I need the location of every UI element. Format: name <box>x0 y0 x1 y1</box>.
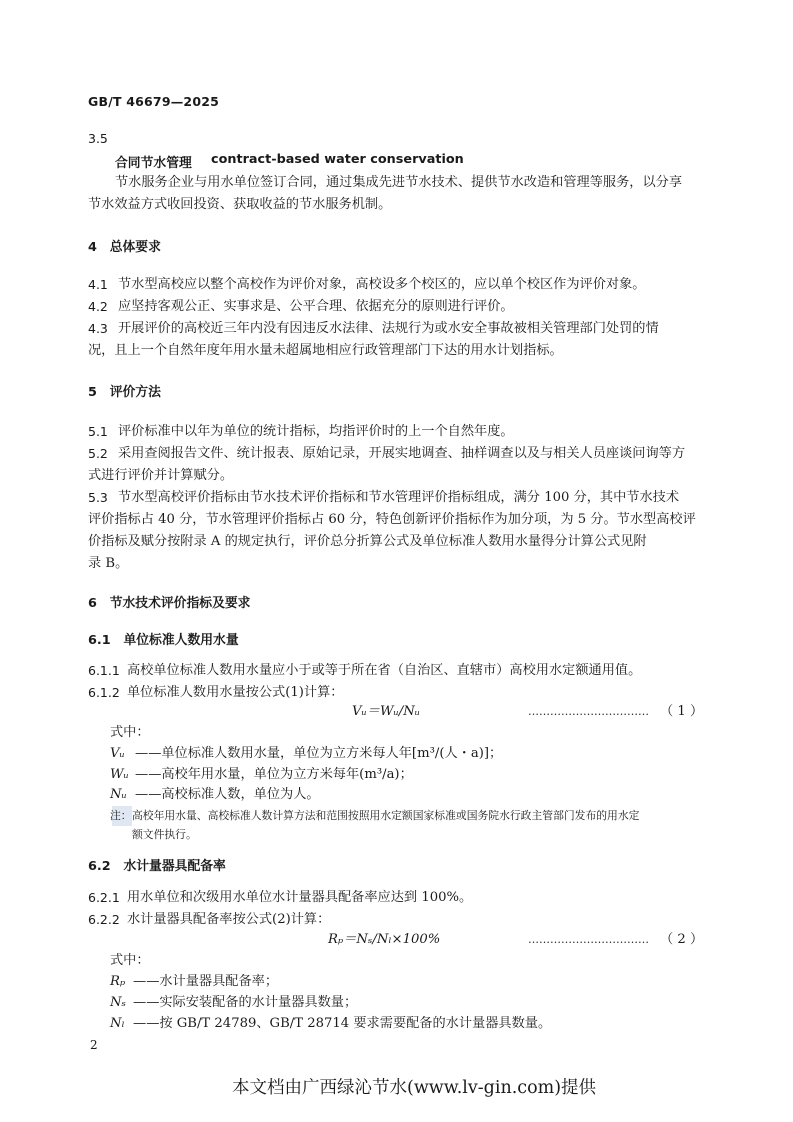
formula-2-number: （ 2 ） <box>660 932 704 947</box>
formula-1: Vᵤ＝Wᵤ/Nᵤ <box>352 704 421 719</box>
clause-text-4-3-line-2: 况，且上一个自然年度年用水量未超属地相应行政管理部门下达的用水计划指标。 <box>88 343 563 358</box>
symbol-nl: Nₗ <box>110 1016 125 1031</box>
term-en: contract-based water conservation <box>211 152 464 167</box>
section-heading-6: 6 节水技术评价指标及要求 <box>88 596 251 611</box>
clause-number-4-3: 4.3 <box>88 321 108 336</box>
clause-number-5-2: 5.2 <box>88 446 108 461</box>
where-label-1: 式中： <box>110 725 150 740</box>
symbol-wu-definition: ——高校年用水量，单位为立方米每年(m³/a)； <box>135 767 413 782</box>
clause-text-5-3-line-2: 评价指标占 40 分，节水管理评价指标占 60 分，特色创新评价指标作为加分项，为 5 分。节水型高校评 <box>88 512 696 527</box>
clause-text-5-3-line-3: 价指标及赋分按附录 A 的规定执行，评价总分折算公式及单位标准人数用水量得分计算公式见附 <box>88 534 647 549</box>
definition-line-2: 节水效益方式收回投资、获取收益的节水服务机制。 <box>88 197 392 212</box>
clause-number-4-2: 4.2 <box>88 299 108 314</box>
clause-number-4-1: 4.1 <box>88 277 108 292</box>
symbol-ns-definition: ——实际安装配备的水计量器具数量； <box>133 995 358 1010</box>
symbol-vu-definition: ——单位标准人数用水量，单位为立方米每人年[m³/(人・a)]； <box>135 746 503 761</box>
section-heading-5: 5 评价方法 <box>88 385 161 400</box>
note-line-2: 额文件执行。 <box>132 828 197 841</box>
clause-text-6-2-1: 用水单位和次级用水单位水计量器具配备率应达到 100%。 <box>127 890 473 905</box>
clause-text-5-1: 评价标准中以年为单位的统计指标，均指评价时的上一个自然年度。 <box>118 424 514 439</box>
symbol-vu: Vᵤ <box>110 746 125 761</box>
symbol-nu-definition: ——高校标准人数，单位为人。 <box>135 787 320 802</box>
term-cn: 合同节水管理 <box>115 156 192 171</box>
standard-code-header: GB/T 46679—2025 <box>88 94 220 109</box>
formula-2: Rₚ＝Nₛ/Nₗ×100% <box>328 932 441 947</box>
clause-text-6-1-1: 高校单位标准人数用水量应小于或等于所在省（自治区、直辖市）高校用水定额通用值。 <box>127 663 642 678</box>
clause-text-4-1: 节水型高校应以整个高校作为评价对象，高校设多个校区的，应以单个校区作为评价对象。 <box>118 277 646 292</box>
clause-number-5-1: 5.1 <box>88 424 108 439</box>
clause-number-6-2-2: 6.2.2 <box>88 912 120 927</box>
clause-text-5-2-line-2: 式进行评价并计算赋分。 <box>88 468 234 483</box>
section-heading-4: 4 总体要求 <box>88 240 161 255</box>
definition-line-1: 节水服务企业与用水单位签订合同，通过集成先进节水技术、提供节水改造和管理等服务，以分享 <box>115 175 683 190</box>
clause-text-4-3-line-1: 开展评价的高校近三年内没有因违反水法律、法规行为或水安全事故被相关管理部门处罚的情 <box>118 321 659 336</box>
clause-number-6-1-2: 6.1.2 <box>88 685 120 700</box>
clause-number-6-1-1: 6.1.1 <box>88 663 120 678</box>
symbol-nu: Nᵤ <box>110 787 127 802</box>
symbol-rp: Rₚ <box>110 974 126 989</box>
clause-text-6-2-2: 水计量器具配备率按公式(2)计算： <box>127 912 331 927</box>
page-number: 2 <box>90 1038 98 1052</box>
clause-text-5-3-line-1: 节水型高校评价指标由节水技术评价指标和节水管理评价指标组成，满分 100 分，其中节水技术 <box>118 490 680 505</box>
symbol-ns: Nₛ <box>110 995 126 1010</box>
where-label-2: 式中： <box>110 953 150 968</box>
subsection-heading-6-2: 6.2 水计量器具配备率 <box>88 859 226 874</box>
subsection-heading-6-1: 6.1 单位标准人数用水量 <box>88 633 239 648</box>
clause-number-3-5: 3.5 <box>88 131 108 146</box>
clause-text-4-2: 应坚持客观公正、实事求是、公平合理、依据充分的原则进行评价。 <box>118 299 514 314</box>
clause-number-5-3: 5.3 <box>88 490 108 505</box>
formula-2-leader-dots: …………………………… <box>528 933 649 946</box>
symbol-wu: Wᵤ <box>110 767 129 782</box>
clause-number-6-2-1: 6.2.1 <box>88 890 120 905</box>
symbol-rp-definition: ——水计量器具配备率； <box>133 974 279 989</box>
formula-1-number: （ 1 ） <box>660 704 704 719</box>
symbol-nl-definition: ——按 GB/T 24789、GB/T 28714 要求需要配备的水计量器具数量。 <box>133 1016 552 1031</box>
clause-text-6-1-2: 单位标准人数用水量按公式(1)计算： <box>127 685 344 700</box>
formula-1-leader-dots: …………………………… <box>528 705 649 718</box>
footer-provider-text: 本文档由广西绿沁节水(www.lv-gin.com)提供 <box>232 1078 597 1098</box>
note-line-1: 高校年用水量、高校标准人数计算方法和范围按照用水定额国家标准或国务院水行政主管部门发布的用水定 <box>132 809 640 822</box>
clause-text-5-2-line-1: 采用查阅报告文件、统计报表、原始记录，开展实地调查、抽样调查以及与相关人员座谈问询等方 <box>118 446 686 461</box>
note-label: 注： <box>110 809 132 822</box>
clause-text-5-3-line-4: 录 B。 <box>88 556 129 571</box>
